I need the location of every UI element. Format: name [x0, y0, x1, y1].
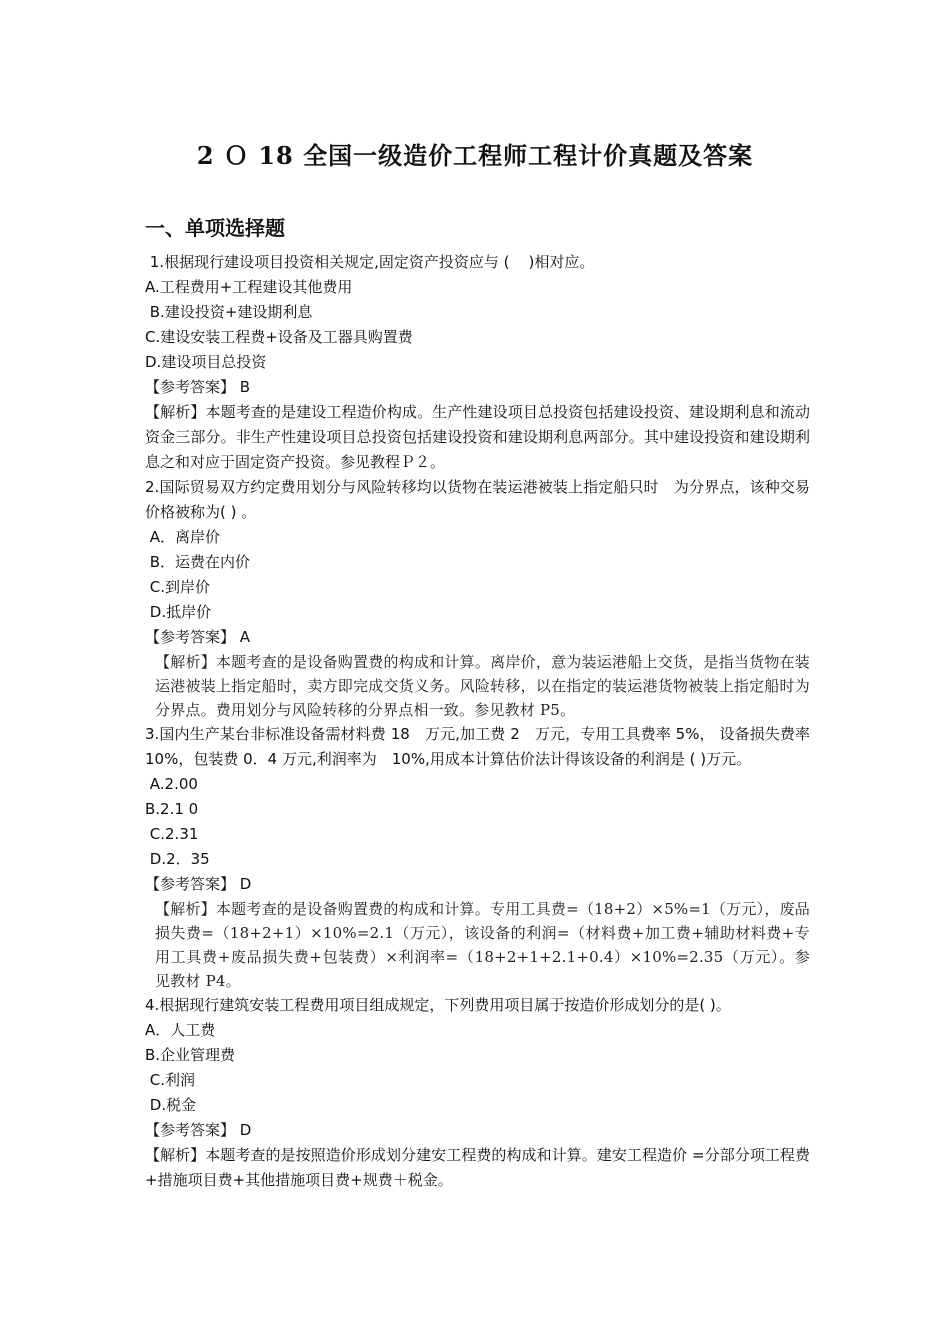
option-d: D.2．35 — [145, 850, 210, 868]
reference-answer: 【参考答案】 D — [145, 1121, 252, 1139]
question-stem: 3.国内生产某台非标准设备需材料费 18 万元,加工费 2 万元，专用工具费率 5%， 设备损失费率 10%，包装费 0．4 万元,利润率为 10%,用成本计算估价法计得该设备的利润是 ( )万元。 — [145, 725, 826, 768]
document-title: 2 Ｏ 18 全国一级造价工程师工程计价真题及答案 — [196, 141, 754, 170]
option-d: D.税金 — [145, 1096, 197, 1114]
answer-analysis: 【解析】本题考查的是建设工程造价构成。生产性建设项目总投资包括建设投资、建设期利息和流动资金三部分。非生产性建设项目总投资包括建设投资和建设期利息两部分。其中建设投资和建设期利息之和对应于固定资产投资。参见教程Ｐ２。 — [145, 403, 810, 471]
question-stem: 4.根据现行建筑安装工程费用项目组成规定，下列费用项目属于按造价形成划分的是( )。 — [145, 996, 731, 1014]
option-c: C.建设安装工程费+设备及工器具购置费 — [145, 328, 413, 346]
option-a: A．人工费 — [145, 1021, 216, 1039]
reference-answer: 【参考答案】 A — [145, 628, 251, 646]
answer-analysis: 【解析】本题考查的是设备购置费的构成和计算。离岸价，意为装运港船上交货，是指当货物在装运港被装上指定船时，卖方即完成交货义务。风险转移，以在指定的装运港货物被装上指定船时为分界点。费用划分与风险转移的分界点相一致。参见教材 P5。 — [155, 653, 810, 719]
option-d: D.建设项目总投资 — [145, 353, 267, 371]
question-2 — [145, 475, 810, 722]
option-a: A.工程费用+工程建设其他费用 — [145, 278, 353, 296]
option-b: B.2.1 0 — [145, 800, 199, 818]
reference-answer: 【参考答案】 B — [145, 378, 251, 396]
question-stem: 1.根据现行建设项目投资相关规定,固定资产投资应与 ( )相对应。 — [145, 253, 595, 271]
option-c: C.利润 — [145, 1071, 196, 1089]
option-b: B．运费在内价 — [145, 553, 251, 571]
question-1 — [145, 250, 810, 475]
option-a: A．离岸价 — [145, 528, 221, 546]
question-stem: 2.国际贸易双方约定费用划分与风险转移均以货物在装运港被装上指定船只时 为分界点，该种交易价格被称为( ) 。 — [145, 478, 810, 521]
reference-answer: 【参考答案】 D — [145, 875, 252, 893]
question-4 — [145, 993, 810, 1193]
option-c: C.到岸价 — [145, 578, 211, 596]
question-list — [145, 250, 826, 1193]
option-a: A.2.00 — [145, 775, 198, 793]
answer-analysis: 【解析】本题考查的是设备购置费的构成和计算。专用工具费=（18+2）×5%=1（万元），废品损失费=（18+2+1）×10%=2.1（万元），该设备的利润=（材料费+加工费+辅助材料费+专用工具费+废品损失费+包装费）×利润率=（18+2+1+2.1+0.4）×10%=2.35（万元）。参见教材 P4。 — [155, 900, 810, 990]
option-c: C.2.31 — [145, 825, 199, 843]
question-3 — [145, 722, 826, 993]
section-heading: 一、单项选择题 — [145, 216, 285, 240]
option-d: D.抵岸价 — [145, 603, 212, 621]
option-b: B.企业管理费 — [145, 1046, 236, 1064]
option-b: B.建设投资+建设期利息 — [145, 303, 313, 321]
answer-analysis: 【解析】本题考查的是按照造价形成划分建安工程费的构成和计算。建安工程造价 =分部分项工程费+措施项目费+其他措施项目费+规费＋税金。 — [145, 1146, 810, 1189]
